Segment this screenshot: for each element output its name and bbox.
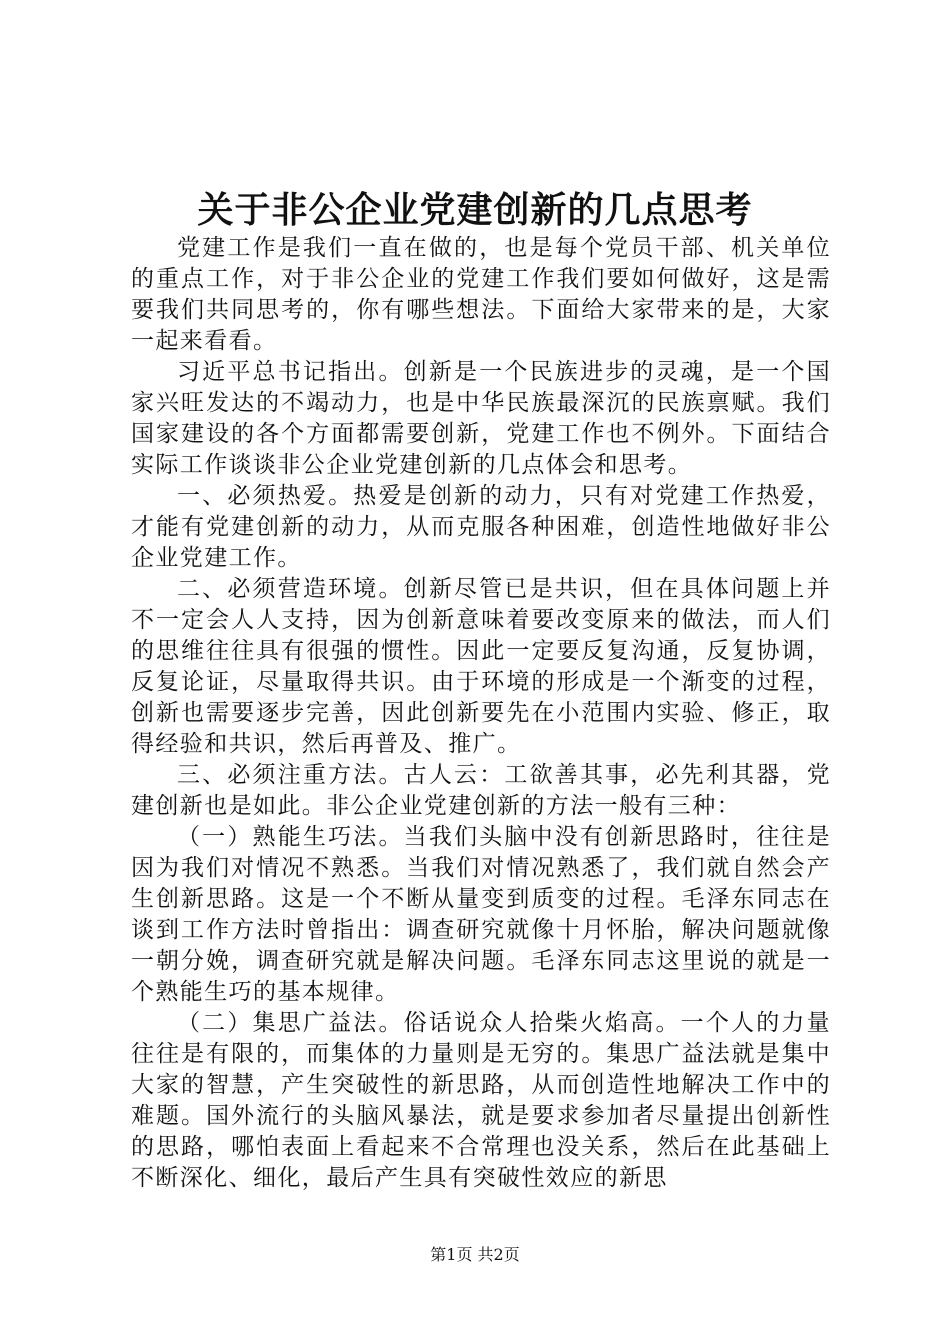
page-number: 第1页 共2页	[430, 1245, 520, 1264]
page-title: 关于非公企业党建创新的几点思考	[197, 189, 753, 231]
document-body	[131, 233, 831, 1194]
paragraph-method-1: （一）熟能生巧法。当我们头脑中没有创新思路时，往往是因为我们对情况不熟悉。当我们对情况熟悉了，我们就自然会产生创新思路。这是一个不断从量变到质变的过程。毛泽东同志在谈到工作方法时曾指出：调查研究就像十月怀胎，解决问题就像一朝分娩，调查研究就是解决问题。毛泽东同志这里说的就是一个熟能生巧的基本规律。	[131, 824, 831, 1005]
paragraph-point-3: 三、必须注重方法。古人云：工欲善其事，必先利其器，党建创新也是如此。非公企业党建创新的方法一般有三种：	[131, 762, 831, 819]
paragraph-method-2: （二）集思广益法。俗话说众人拾柴火焰高。一个人的力量往往是有限的，而集体的力量则是无穷的。集思广益法就是集中大家的智慧，产生突破性的新思路，从而创造性地解决工作中的难题。国外流行的头脑风暴法，就是要求参加者尽量提出创新性的思路，哪怕表面上看起来不合常理也没关系，然后在此基础上不断深化、细化，最后产生具有突破性效应的新思	[131, 1010, 831, 1191]
paragraph-point-2: 二、必须营造环境。创新尽管已是共识，但在具体问题上并不一定会人人支持，因为创新意味着要改变原来的做法，而人们的思维往往具有很强的惯性。因此一定要反复沟通，反复协调，反复论证，尽量取得共识。由于环境的形成是一个渐变的过程，创新也需要逐步完善，因此创新要先在小范围内实验、修正，取得经验和共识，然后再普及、推广。	[131, 576, 831, 757]
paragraph-quote: 习近平总书记指出。创新是一个民族进步的灵魂，是一个国家兴旺发达的不竭动力，也是中华民族最深沉的民族禀赋。我们国家建设的各个方面都需要创新，党建工作也不例外。下面结合实际工作谈谈非公企业党建创新的几点体会和思考。	[131, 359, 831, 478]
paragraph-point-1: 一、必须热爱。热爱是创新的动力，只有对党建工作热爱，才能有党建创新的动力，从而克服各种困难，创造性地做好非公企业党建工作。	[131, 483, 831, 571]
paragraph-intro: 党建工作是我们一直在做的，也是每个党员干部、机关单位的重点工作，对于非公企业的党建工作我们要如何做好，这是需要我们共同思考的，你有哪些想法。下面给大家带来的是，大家一起来看看。	[131, 235, 831, 354]
